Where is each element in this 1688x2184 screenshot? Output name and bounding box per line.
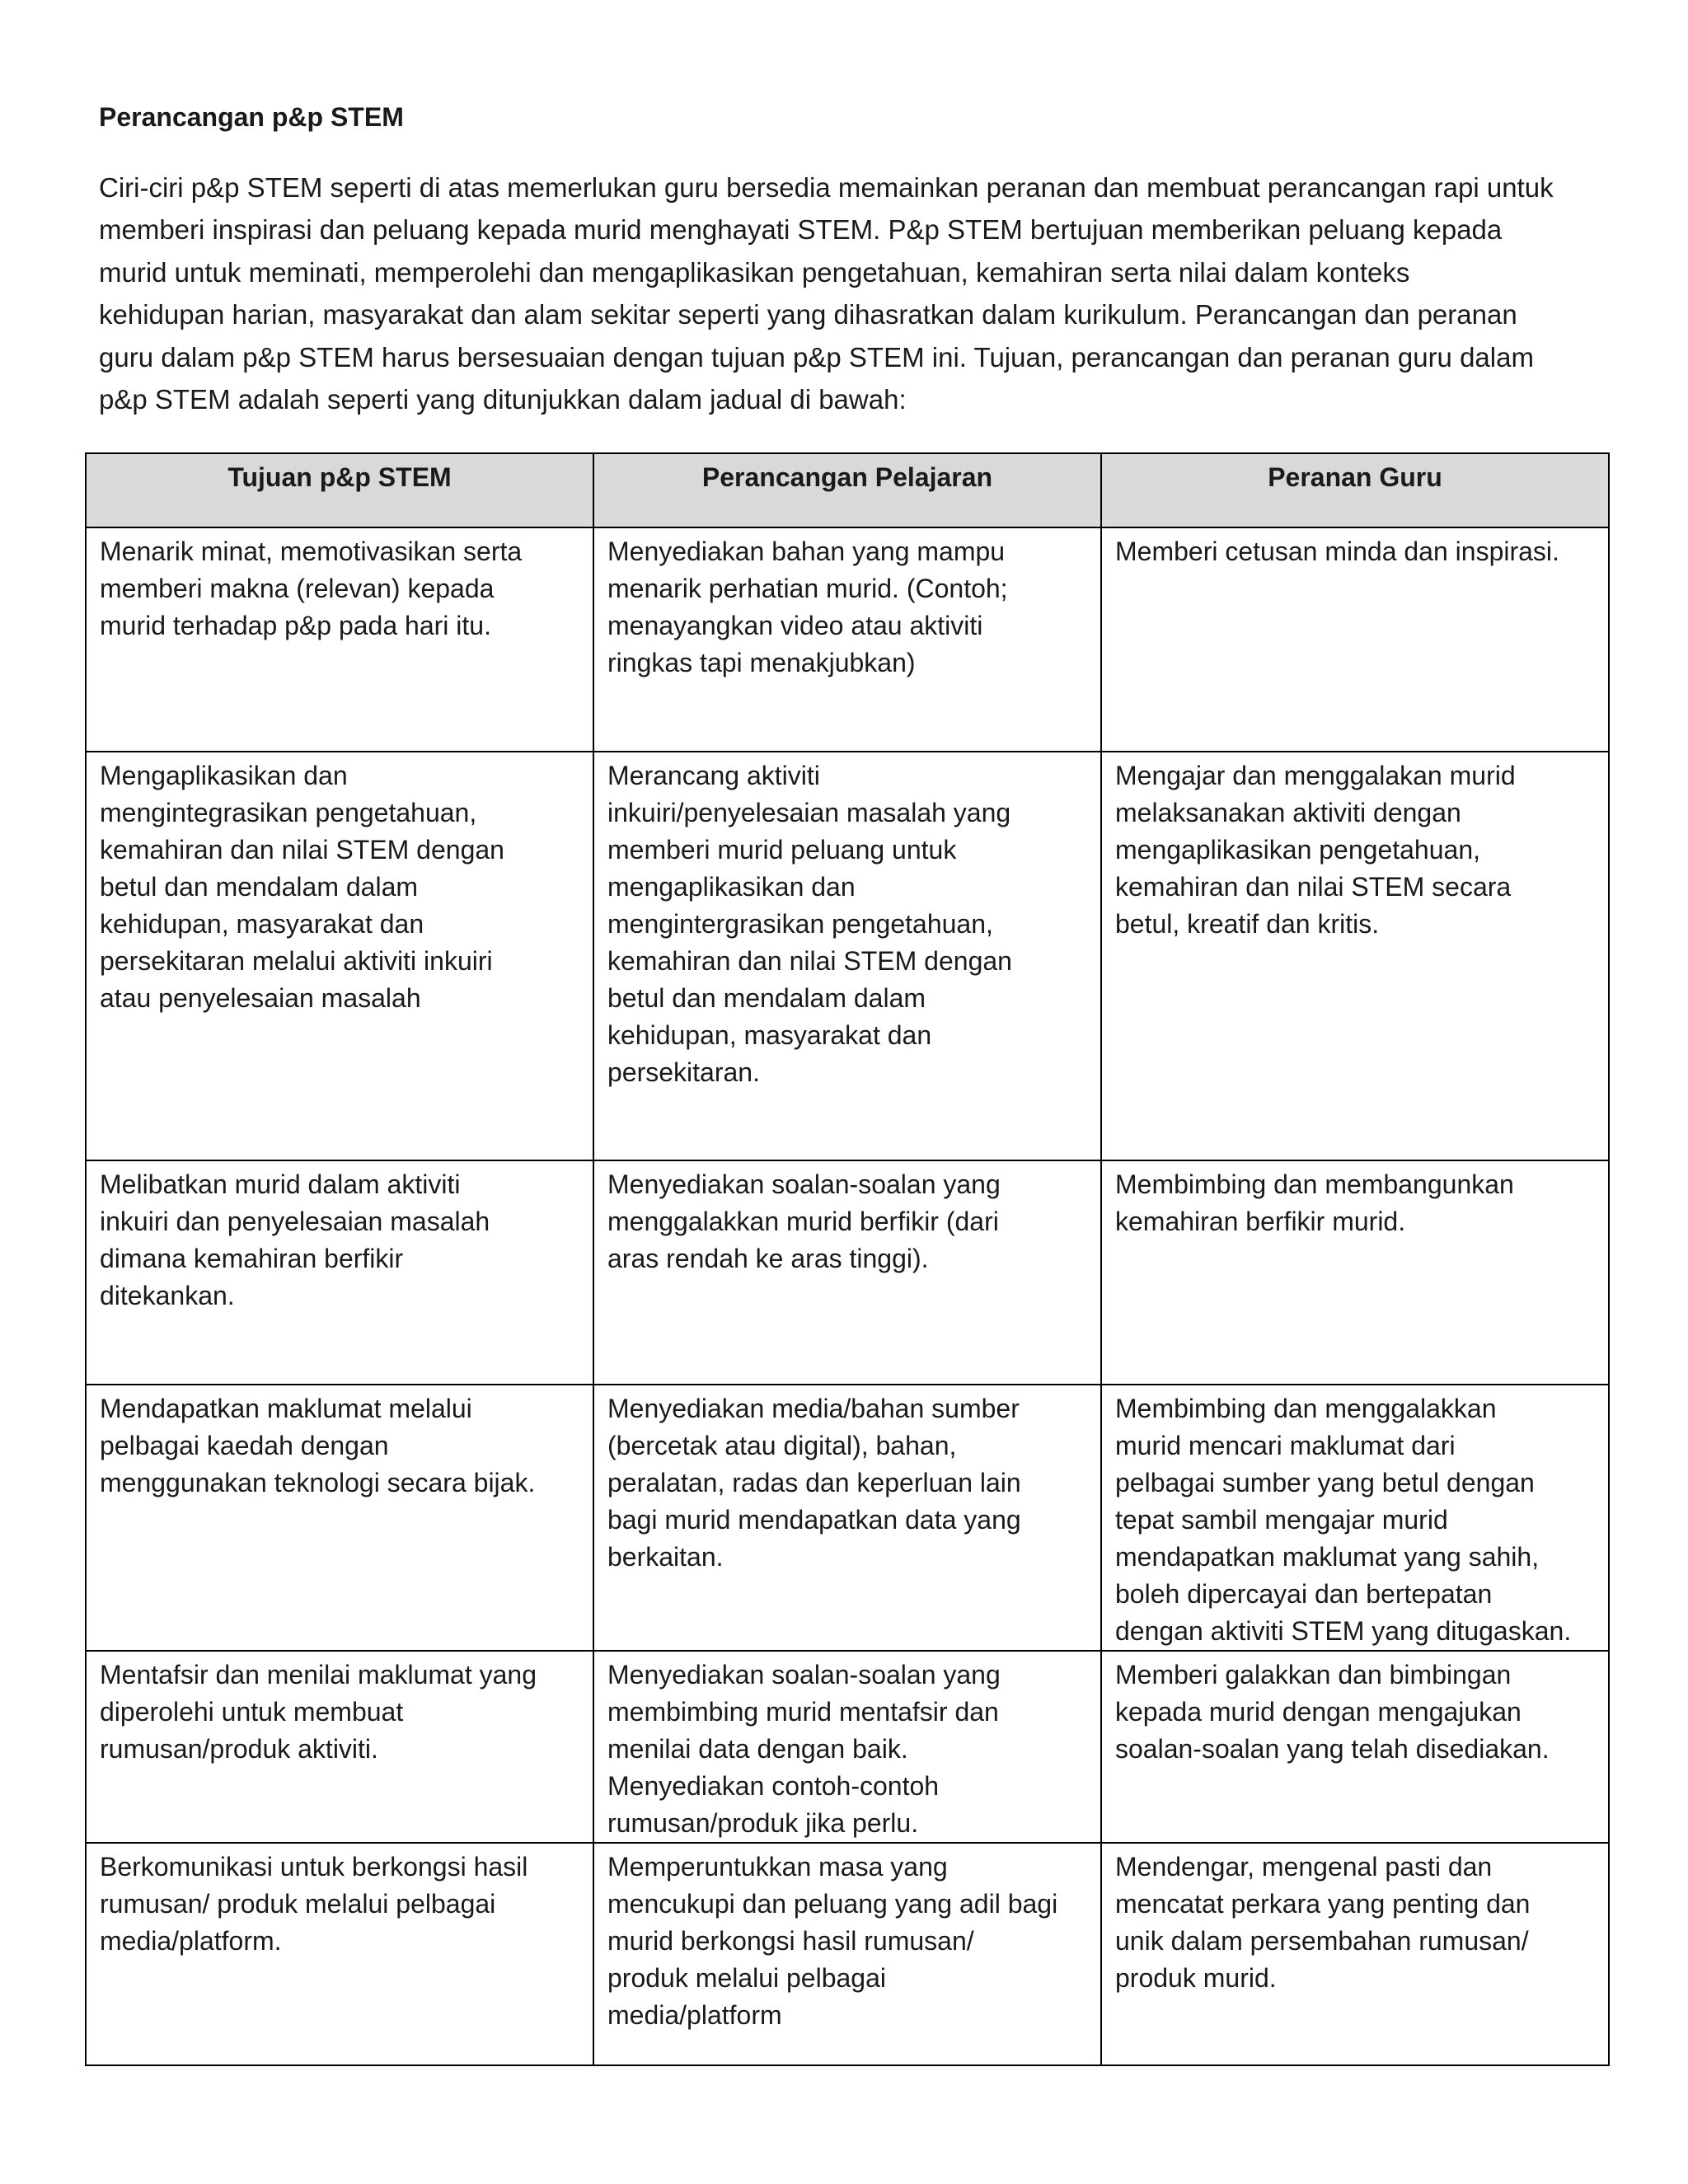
cell-text-line: mengintegrasikan pengetahuan,	[100, 798, 477, 827]
intro-paragraph	[99, 166, 1607, 420]
cell-text-line: kemahiran dan nilai STEM dengan	[607, 946, 1012, 976]
cell-text-line: ringkas tapi menakjubkan)	[607, 648, 916, 677]
table-cell-tujuan	[86, 1160, 593, 1385]
table-header-row	[86, 453, 1609, 527]
intro-line: memberi inspirasi dan peluang kepada murid menghayati STEM. P&p STEM bertujuan memberikan peluang kepada	[99, 214, 1503, 246]
cell-text-line: mencatat perkara yang penting dan	[1115, 1889, 1531, 1919]
table-cell-tujuan	[86, 527, 593, 752]
cell-text-line: dengan aktiviti STEM yang ditugaskan.	[1115, 1616, 1572, 1646]
column-header-peranan: Peranan Guru	[1101, 453, 1609, 527]
cell-text-line: murid mencari maklumat dari	[1115, 1431, 1456, 1460]
cell-text-line: membimbing murid mentafsir dan	[607, 1697, 999, 1727]
cell-text-line: kehidupan, masyarakat dan	[607, 1020, 932, 1050]
intro-line: Ciri-ciri p&p STEM seperti di atas memerlukan guru bersedia memainkan peranan dan membuat perancangan rapi untuk	[99, 172, 1554, 203]
intro-line: kehidupan harian, masyarakat dan alam sekitar seperti yang dihasratkan dalam kurikulum. Perancangan dan peranan	[99, 299, 1517, 330]
table-cell-perancangan	[593, 752, 1101, 1160]
cell-text-line: mencukupi dan peluang yang adil bagi	[607, 1889, 1058, 1919]
cell-text-line: memberi murid peluang untuk	[607, 835, 957, 865]
table-row	[86, 752, 1609, 1160]
cell-text-line: mengaplikasikan pengetahuan,	[1115, 835, 1480, 865]
cell-text-line: dimana kemahiran berfikir	[100, 1244, 404, 1273]
cell-text-line: pelbagai kaedah dengan	[100, 1431, 389, 1460]
table-cell-peranan	[1101, 752, 1609, 1160]
cell-text-line: Mendengar, mengenal pasti dan	[1115, 1852, 1493, 1882]
cell-text-line: bagi murid mendapatkan data yang	[607, 1505, 1021, 1535]
cell-text-line: media/platform	[607, 2000, 782, 2030]
cell-text-line: unik dalam persembahan rumusan/	[1115, 1926, 1529, 1956]
intro-line: p&p STEM adalah seperti yang ditunjukkan dalam jadual di bawah:	[99, 384, 907, 415]
cell-text-line: rumusan/ produk melalui pelbagai	[100, 1889, 496, 1919]
cell-text-line: Memberi cetusan minda dan inspirasi.	[1115, 537, 1559, 566]
cell-text-line: Membimbing dan membangunkan	[1115, 1169, 1514, 1199]
cell-text-line: produk melalui pelbagai	[607, 1963, 886, 1993]
table-cell-perancangan	[593, 1160, 1101, 1385]
cell-text-line: persekitaran melalui aktiviti inkuiri	[100, 946, 493, 976]
cell-text-line: Melibatkan murid dalam aktiviti	[100, 1169, 461, 1199]
cell-text-line: kemahiran berfikir murid.	[1115, 1207, 1406, 1236]
cell-text-line: Memberi galakkan dan bimbingan	[1115, 1660, 1512, 1690]
cell-text-line: tepat sambil mengajar murid	[1115, 1505, 1448, 1535]
cell-text-line: persekitaran.	[607, 1057, 760, 1087]
cell-text-line: kehidupan, masyarakat dan	[100, 909, 424, 939]
cell-text-line: ditekankan.	[100, 1281, 235, 1310]
cell-text-line: mendapatkan maklumat yang sahih,	[1115, 1542, 1540, 1572]
table-cell-tujuan	[86, 752, 593, 1160]
cell-text-line: betul dan mendalam dalam	[607, 983, 926, 1013]
cell-text-line: Menyediakan soalan-soalan yang	[607, 1169, 1001, 1199]
cell-text-line: murid berkongsi hasil rumusan/	[607, 1926, 974, 1956]
table-cell-peranan	[1101, 527, 1609, 752]
cell-text-line: Menyediakan soalan-soalan yang	[607, 1660, 1001, 1690]
table-row	[86, 1385, 1609, 1651]
cell-text-line: media/platform.	[100, 1926, 282, 1956]
cell-text-line: Mengajar dan menggalakan murid	[1115, 761, 1516, 790]
cell-text-line: mengintergrasikan pengetahuan,	[607, 909, 993, 939]
cell-text-line: memberi makna (relevan) kepada	[100, 574, 495, 603]
cell-text-line: betul, kreatif dan kritis.	[1115, 909, 1380, 939]
stem-planning-table	[85, 452, 1610, 2066]
table-row	[86, 527, 1609, 752]
cell-text-line: Menarik minat, memotivasikan serta	[100, 537, 523, 566]
cell-text-line: Berkomunikasi untuk berkongsi hasil	[100, 1852, 528, 1882]
cell-text-line: menayangkan video atau aktiviti	[607, 611, 983, 640]
cell-text-line: Menyediakan media/bahan sumber	[607, 1394, 1020, 1423]
cell-text-line: kemahiran dan nilai STEM secara	[1115, 872, 1512, 902]
intro-line: guru dalam p&p STEM harus bersesuaian dengan tujuan p&p STEM ini. Tujuan, perancangan dan peranan guru dalam	[99, 341, 1534, 373]
table-cell-perancangan	[593, 1385, 1101, 1651]
table-body	[86, 527, 1609, 2065]
cell-text-line: murid terhadap p&p pada hari itu.	[100, 611, 491, 640]
table-row	[86, 1843, 1609, 2065]
cell-text-line: kemahiran dan nilai STEM dengan	[100, 835, 504, 865]
cell-text-line: Mendapatkan maklumat melalui	[100, 1394, 472, 1423]
intro-line: murid untuk meminati, memperolehi dan mengaplikasikan pengetahuan, kemahiran serta nilai dalam konteks	[99, 256, 1410, 288]
cell-text-line: aras rendah ke aras tinggi).	[607, 1244, 929, 1273]
cell-text-line: menilai data dengan baik.	[607, 1734, 908, 1764]
table-cell-perancangan	[593, 527, 1101, 752]
cell-text-line: pelbagai sumber yang betul dengan	[1115, 1468, 1535, 1497]
table-cell-perancangan	[593, 1843, 1101, 2065]
cell-text-line: Mentafsir dan menilai maklumat yang	[100, 1660, 537, 1690]
cell-text-line: rumusan/produk jika perlu.	[607, 1808, 919, 1838]
cell-text-line: inkuiri dan penyelesaian masalah	[100, 1207, 490, 1236]
table-cell-peranan	[1101, 1651, 1609, 1843]
cell-text-line: mengaplikasikan dan	[607, 872, 856, 902]
table-cell-peranan	[1101, 1843, 1609, 2065]
table-cell-tujuan	[86, 1651, 593, 1843]
cell-text-line: rumusan/produk aktiviti.	[100, 1734, 378, 1764]
cell-text-line: menarik perhatian murid. (Contoh;	[607, 574, 1008, 603]
cell-text-line: Menyediakan bahan yang mampu	[607, 537, 1006, 566]
cell-text-line: soalan-soalan yang telah disediakan.	[1115, 1734, 1550, 1764]
column-header-perancangan: Perancangan Pelajaran	[593, 453, 1101, 527]
cell-text-line: kepada murid dengan mengajukan	[1115, 1697, 1522, 1727]
cell-text-line: Mengaplikasikan dan	[100, 761, 348, 790]
cell-text-line: boleh dipercayai dan bertepatan	[1115, 1579, 1493, 1609]
page-title: Perancangan p&p STEM	[99, 102, 404, 132]
cell-text-line: menggalakkan murid berfikir (dari	[607, 1207, 999, 1236]
cell-text-line: Membimbing dan menggalakkan	[1115, 1394, 1497, 1423]
cell-text-line: inkuiri/penyelesaian masalah yang	[607, 798, 1011, 827]
cell-text-line: produk murid.	[1115, 1963, 1277, 1993]
table-cell-peranan	[1101, 1160, 1609, 1385]
table-row	[86, 1651, 1609, 1843]
table-cell-perancangan	[593, 1651, 1101, 1843]
cell-text-line: atau penyelesaian masalah	[100, 983, 421, 1013]
cell-text-line: peralatan, radas dan keperluan lain	[607, 1468, 1021, 1497]
column-header-tujuan: Tujuan p&p STEM	[86, 453, 593, 527]
cell-text-line: diperolehi untuk membuat	[100, 1697, 404, 1727]
table-cell-tujuan	[86, 1385, 593, 1651]
cell-text-line: menggunakan teknologi secara bijak.	[100, 1468, 536, 1497]
cell-text-line: betul dan mendalam dalam	[100, 872, 419, 902]
cell-text-line: berkaitan.	[607, 1542, 724, 1572]
table-cell-peranan	[1101, 1385, 1609, 1651]
table-row	[86, 1160, 1609, 1385]
cell-text-line: Memperuntukkan masa yang	[607, 1852, 948, 1882]
cell-text-line: Menyediakan contoh-contoh	[607, 1771, 940, 1801]
cell-text-line: Merancang aktiviti	[607, 761, 820, 790]
cell-text-line: melaksanakan aktiviti dengan	[1115, 798, 1461, 827]
table-cell-tujuan	[86, 1843, 593, 2065]
cell-text-line: (bercetak atau digital), bahan,	[607, 1431, 957, 1460]
